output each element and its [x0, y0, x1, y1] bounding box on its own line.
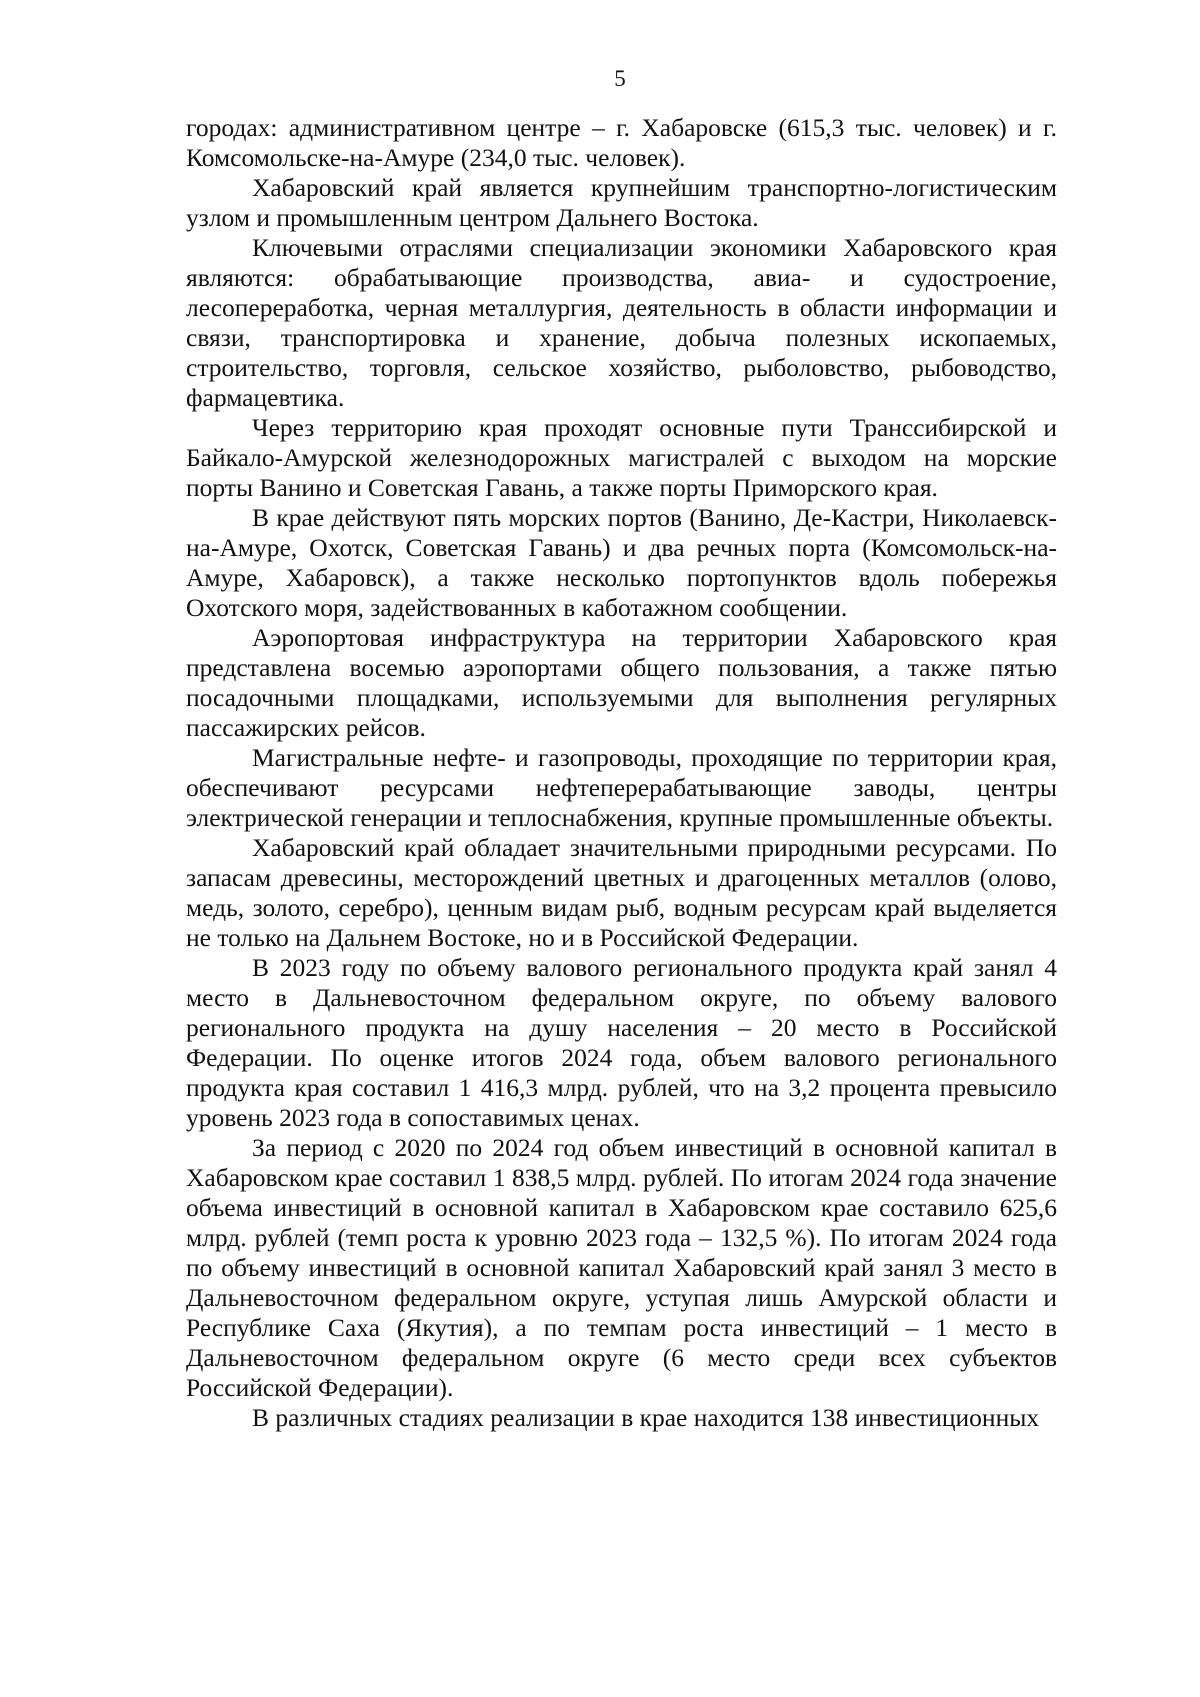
paragraph-airports: Аэропортовая инфраструктура на территории Хабаровского края представлена восемью аэропортами общего пользования, а также пятью посадочными площадками, используемыми для выполнения регулярных пассажирских рейсов. — [186, 623, 1057, 742]
document-body — [186, 113, 1057, 1433]
paragraph-investment-projects: В различных стадиях реализации в крае находится 138 инвестиционных — [252, 1403, 1040, 1432]
paragraph-cities-continuation: городах: административном центре – г. Хабаровске (615,3 тыс. человек) и г. Комсомольске-на-Амуре (234,0 тыс. человек). — [186, 113, 1057, 172]
paragraph-seaports: В крае действуют пять морских портов (Ванино, Де-Кастри, Николаевск-на-Амуре, Охотск, Советская Гавань) и два речных порта (Комсомольск-на-Амуре, Хабаровск), а также несколько портопунктов вдоль побережья Охотского моря, задействованных в каботажном сообщении. — [186, 503, 1057, 622]
paragraph-natural-resources: Хабаровский край обладает значительными природными ресурсами. По запасам древесины, месторождений цветных и драгоценных металлов (олово, медь, золото, серебро), ценным видам рыб, водным ресурсам край выделяется не только на Дальнем Востоке, но и в Российской Федерации. — [186, 833, 1057, 952]
paragraph-railways: Через территорию края проходят основные пути Транссибирской и Байкало-Амурской железнодорожных магистралей с выходом на морские порты Ванино и Советская Гавань, а также порты Приморского края. — [186, 413, 1057, 502]
paragraph-pipelines: Магистральные нефте- и газопроводы, проходящие по территории края, обеспечивают ресурсами нефтеперерабатывающие заводы, центры электрической генерации и теплоснабжения, крупные промышленные объекты. — [186, 743, 1057, 832]
paragraph-grp: В 2023 году по объему валового регионального продукта край занял 4 место в Дальневосточном федеральном округе, по объему валового регионального продукта на душу населения – 20 место в Российской Федерации. По оценке итогов 2024 года, объем валового регионального продукта края составил 1 416,3 млрд. рублей, что на 3,2 процента превысило уровень 2023 года в сопоставимых ценах. — [186, 953, 1057, 1132]
page-number: 5 — [614, 66, 626, 91]
paragraph-transport-hub: Хабаровский край является крупнейшим транспортно-логистическим узлом и промышленным центром Дальнего Востока. — [186, 173, 1057, 232]
paragraph-key-industries: Ключевыми отраслями специализации экономики Хабаровского края являются: обрабатывающие производства, авиа- и судостроение, лесопереработка, черная металлургия, деятельность в области информации и связи, транспортировка и хранение, добыча полезных ископаемых, строительство, торговля, сельское хозяйство, рыболовство, рыбоводство, фармацевтика. — [186, 233, 1057, 412]
paragraph-investments: За период с 2020 по 2024 год объем инвестиций в основной капитал в Хабаровском крае составил 1 838,5 млрд. рублей. По итогам 2024 года значение объема инвестиций в основной капитал в Хабаровском крае составило 625,6 млрд. рублей (темп роста к уровню 2023 года – 132,5 %). По итогам 2024 года по объему инвестиций в основной капитал Хабаровский край занял 3 место в Дальневосточном федеральном округе, уступая лишь Амурской области и Республике Саха (Якутия), а по темпам роста инвестиций – 1 место в Дальневосточном федеральном округе (6 место среди всех субъектов Российской Федерации). — [186, 1133, 1057, 1402]
